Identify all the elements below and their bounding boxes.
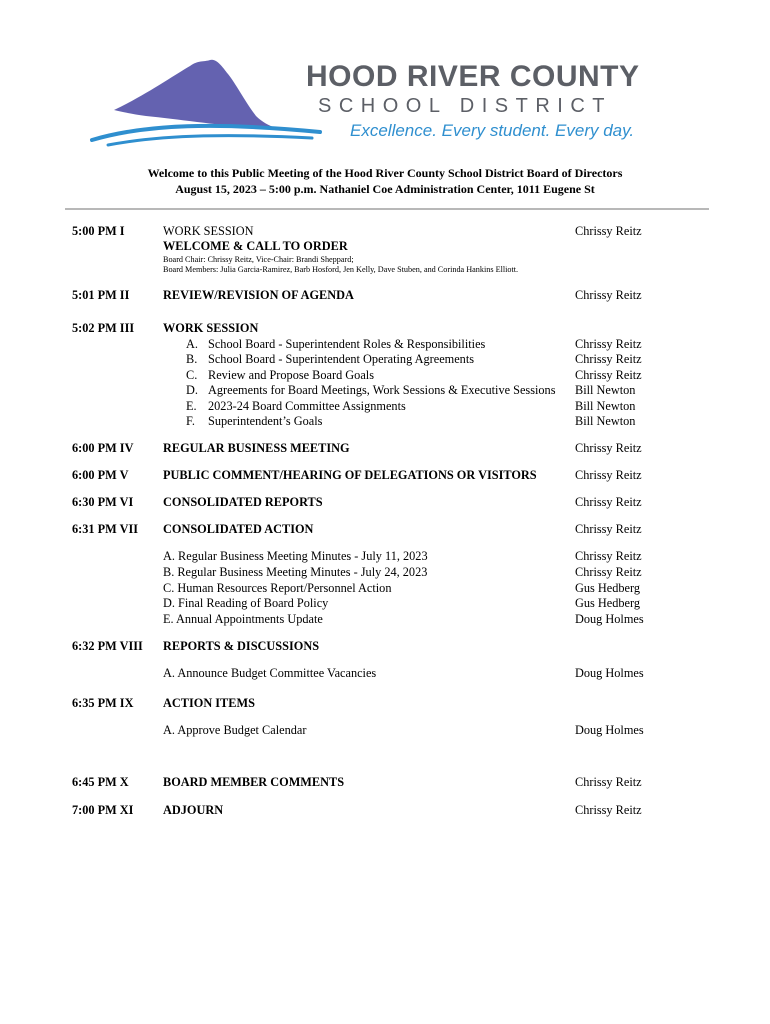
agenda-subtitle: WELCOME & CALL TO ORDER (163, 239, 348, 253)
agenda-presenter: Chrissy Reitz (575, 368, 642, 382)
org-tagline: Excellence. Every student. Every day. (350, 121, 635, 140)
agenda-item-letter: B. (186, 352, 198, 366)
agenda-presenter: Doug Holmes (575, 723, 644, 737)
agenda-title: BOARD MEMBER COMMENTS (163, 775, 345, 789)
agenda-item-text: A. Regular Business Meeting Minutes - July 11, 2023 (163, 549, 428, 563)
agenda-presenter: Chrissy Reitz (575, 468, 642, 482)
agenda-title: WORK SESSION (163, 321, 259, 335)
agenda-presenter: Doug Holmes (575, 612, 644, 626)
org-name-line1: HOOD RIVER COUNTY (306, 60, 640, 93)
agenda-item-letter: A. (186, 337, 198, 351)
agenda-time: 6:31 PM VII (72, 522, 139, 536)
agenda-item-text: Agreements for Board Meetings, Work Sessions & Executive Sessions (208, 383, 556, 397)
agenda-presenter: Gus Hedberg (575, 581, 641, 595)
agenda-time: 7:00 PM XI (72, 803, 134, 817)
agenda-title: REPORTS & DISCUSSIONS (163, 639, 320, 653)
agenda-item-text: E. Annual Appointments Update (163, 612, 323, 626)
welcome-line-2: August 15, 2023 – 5:00 p.m. Nathaniel Coe Administration Center, 1011 Eugene St (175, 182, 595, 196)
agenda-item-text: A. Approve Budget Calendar (163, 723, 307, 737)
agenda-time: 6:30 PM VI (72, 495, 134, 509)
agenda-item-text: A. Announce Budget Committee Vacancies (163, 666, 377, 680)
agenda-time: 6:00 PM V (72, 468, 129, 482)
agenda-time: 6:32 PM VIII (72, 639, 143, 653)
agenda-item-text: School Board - Superintendent Operating Agreements (208, 352, 475, 366)
agenda-presenter: Doug Holmes (575, 666, 644, 680)
agenda-note: Board Members: Julia Garcia-Ramirez, Barb Hosford, Jen Kelly, Dave Stuben, and Corinda Hankins Elliott. (163, 265, 519, 274)
agenda-presenter: Chrissy Reitz (575, 441, 642, 455)
org-name-line2: SCHOOL DISTRICT (318, 95, 612, 117)
agenda-time: 5:01 PM II (72, 288, 130, 302)
agenda-presenter: Bill Newton (575, 383, 636, 397)
agenda-item-text: 2023-24 Board Committee Assignments (208, 399, 406, 413)
agenda-item-text: B. Regular Business Meeting Minutes - July 24, 2023 (163, 565, 428, 579)
agenda-title: CONSOLIDATED REPORTS (163, 495, 323, 509)
agenda-time: 6:00 PM IV (72, 441, 134, 455)
agenda-item-letter: E. (186, 399, 197, 413)
agenda-title: ADJOURN (163, 803, 224, 817)
agenda-title: PUBLIC COMMENT/HEARING OF DELEGATIONS OR VISITORS (163, 468, 537, 482)
agenda-time: 6:35 PM IX (72, 696, 134, 710)
agenda-presenter: Chrissy Reitz (575, 565, 642, 579)
agenda-title: ACTION ITEMS (163, 696, 255, 710)
agenda-item-letter: D. (186, 383, 198, 397)
agenda-item-letter: C. (186, 368, 198, 382)
agenda-note: Board Chair: Chrissy Reitz, Vice-Chair: Brandi Sheppard; (163, 255, 354, 264)
agenda-time: 5:00 PM I (72, 224, 125, 238)
district-logo-mountain-icon (86, 56, 326, 152)
header-divider (65, 208, 709, 210)
agenda-item-text: Review and Propose Board Goals (208, 368, 374, 382)
agenda-presenter: Chrissy Reitz (575, 224, 642, 238)
agenda-presenter: Bill Newton (575, 414, 636, 428)
agenda-presenter: Chrissy Reitz (575, 803, 642, 817)
agenda-presenter: Chrissy Reitz (575, 337, 642, 351)
agenda-item-text: D. Final Reading of Board Policy (163, 596, 329, 610)
agenda-title: CONSOLIDATED ACTION (163, 522, 314, 536)
agenda-title: REGULAR BUSINESS MEETING (163, 441, 350, 455)
agenda-presenter: Chrissy Reitz (575, 775, 642, 789)
agenda-time: 5:02 PM III (72, 321, 135, 335)
welcome-line-1: Welcome to this Public Meeting of the Hood River County School District Board of Directors (147, 166, 623, 180)
agenda-presenter: Chrissy Reitz (575, 549, 642, 563)
agenda-presenter: Bill Newton (575, 399, 636, 413)
agenda-presenter: Chrissy Reitz (575, 352, 642, 366)
agenda-item-text: C. Human Resources Report/Personnel Action (163, 581, 392, 595)
agenda-presenter: Chrissy Reitz (575, 522, 642, 536)
agenda-presenter: Chrissy Reitz (575, 288, 642, 302)
agenda-item-letter: F. (186, 414, 195, 428)
agenda-presenter: Gus Hedberg (575, 596, 641, 610)
agenda-time: 6:45 PM X (72, 775, 129, 789)
agenda-item-text: Superintendent’s Goals (208, 414, 323, 428)
agenda-title: WORK SESSION (163, 224, 254, 238)
agenda-presenter: Chrissy Reitz (575, 495, 642, 509)
agenda-title: REVIEW/REVISION OF AGENDA (163, 288, 354, 302)
agenda-item-text: School Board - Superintendent Roles & Responsibilities (208, 337, 486, 351)
